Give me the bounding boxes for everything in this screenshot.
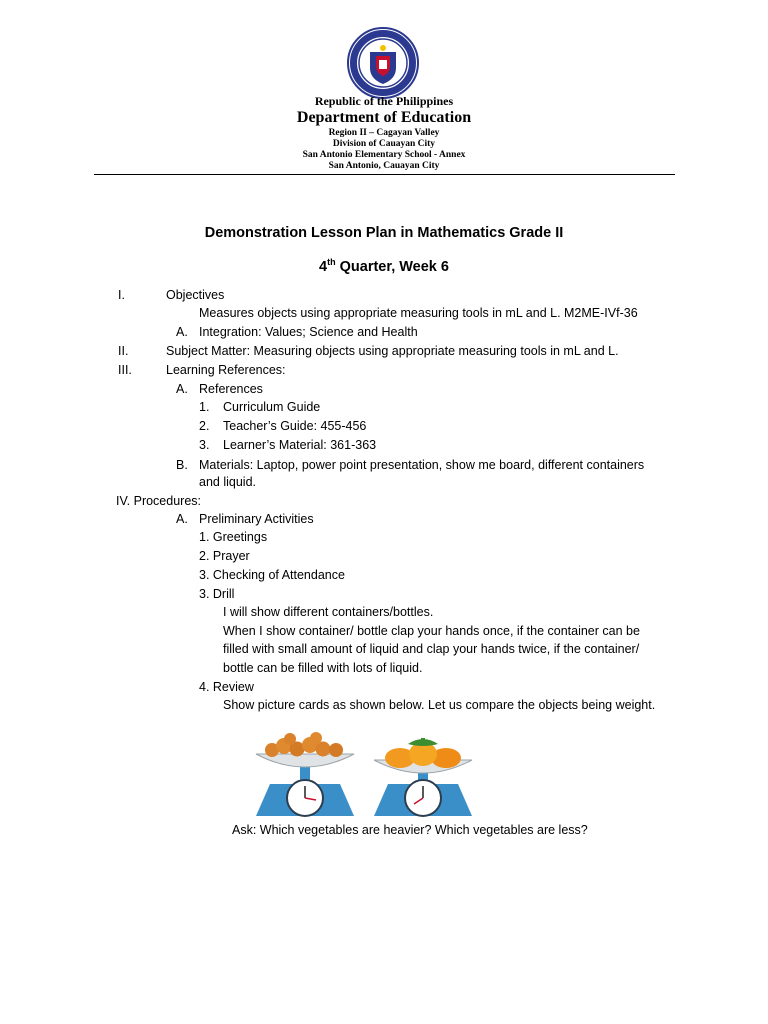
reference-2-text: Teacher’s Guide: 455-456 [223,419,367,433]
reference-2-number: 2. [199,419,210,433]
reference-1-text: Curriculum Guide [223,400,321,414]
reference-3-text: Learner’s Material: 361-363 [223,438,377,452]
materials-line-1: Materials: Laptop, power point presentation, show me board, different containers [199,458,645,472]
quarter-number: 4 [319,258,328,275]
procedures-label: IV. Procedures: [116,494,202,508]
header-divider [94,174,675,175]
review-text: Show picture cards as shown below. Let us compare the objects being weight. [223,698,656,712]
prelim-item-drill: 3. Drill [199,587,235,601]
drill-line-4: bottle can be filled with lots of liquid. [223,661,423,675]
republic-line: Republic of the Philippines [314,94,454,108]
department-title: Department of Education [296,109,472,126]
review-label: 4. Review [199,680,254,694]
reference-1-number: 1. [199,400,210,414]
section-2-number: II. [118,344,129,358]
onion-scale-picture [250,730,360,820]
section-3-label: Learning References: [166,363,286,377]
section-3a-number: A. [176,382,188,396]
drill-line-2: When I show container/ bottle clap your hands once, if the container can be [223,624,640,638]
deped-seal-logo [346,26,420,100]
ask-question: Ask: Which vegetables are heavier? Which vegetables are less? [232,823,588,837]
prelim-item-attendance: 3. Checking of Attendance [199,568,345,582]
reference-3-number: 3. [199,438,210,452]
section-3-number: III. [118,363,132,377]
references-label: References [199,382,263,396]
address-line: San Antonio, Cauayan City [328,161,440,171]
subject-matter-text: Subject Matter: Measuring objects using appropriate measuring tools in mL and L. [166,344,619,358]
objective-text: Measures objects using appropriate measuring tools in mL and L. M2ME-IVf-36 [199,306,638,320]
drill-line-1: I will show different containers/bottles. [223,605,434,619]
quarter-rest: Quarter, Week 6 [335,258,449,275]
preliminary-label: Preliminary Activities [199,512,314,526]
lesson-plan-title: Demonstration Lesson Plan in Mathematics Grade II [204,225,564,241]
division-line: Division of Cauayan City [332,139,436,149]
prelim-item-greetings: 1. Greetings [199,530,268,544]
integration-text: Integration: Values; Science and Health [199,325,418,339]
school-line: San Antonio Elementary School - Annex [302,150,466,160]
section-3b-number: B. [176,458,188,472]
prelim-item-prayer: 2. Prayer [199,549,250,563]
quarter-suffix: th [327,257,336,267]
pumpkin-scale-picture [368,730,478,820]
materials-line-2: and liquid. [199,475,256,489]
section-1-label: Objectives [166,288,225,302]
drill-line-3: filled with small amount of liquid and clap your hands twice, if the container/ [223,642,640,656]
section-4a-number: A. [176,512,188,526]
section-1a-number: A. [176,325,188,339]
region-line: Region II – Cagayan Valley [328,128,440,138]
section-1-number: I. [118,288,125,302]
quarter-title [0,257,768,275]
